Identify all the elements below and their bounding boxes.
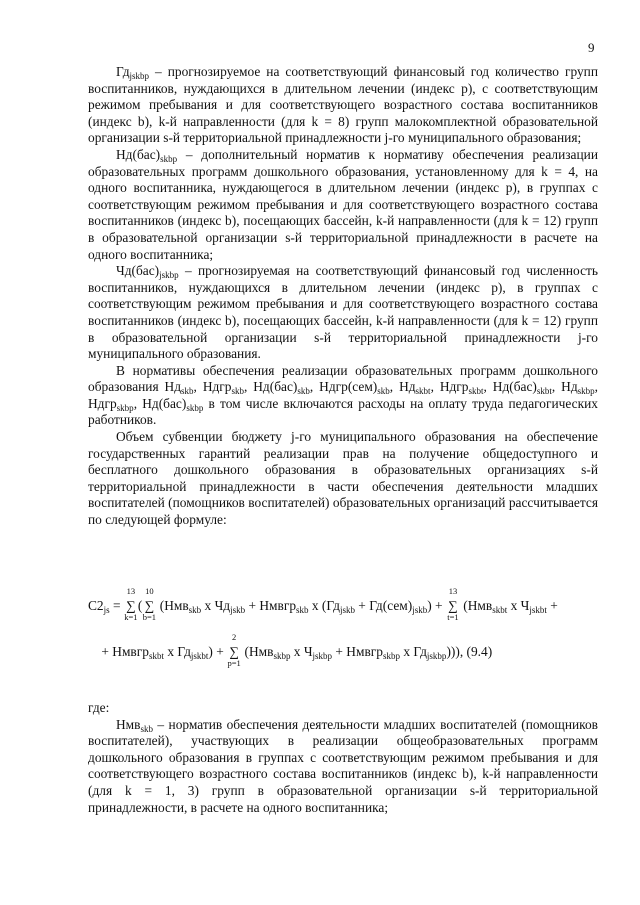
sum-upper: 10	[145, 586, 154, 596]
formula-term: (Нмв	[463, 598, 493, 613]
where-label: где:	[88, 700, 110, 715]
definition-text: – дополнительный норматив к нормативу обеспечения реализации образовательных программ дошкольного образования, установленному для k = 4, на одного воспитанника, нуждающегося в длительном лечении (индекс p), в группах с соответствующим режимом пребывания и для соответствующего возрастного состава воспитанников (индекс b), посещающих бассейн, k-й направленности (для k = 12) групп в образовательной организации s-й территориальной принадлежности в расчете на одного воспитанника;	[88, 146, 598, 262]
formula-9-4	[88, 586, 612, 690]
formula-sub: skbt	[148, 651, 164, 661]
formula-sub: skbp	[382, 651, 400, 661]
formula-term: + Нмвгр	[332, 644, 383, 659]
formula-term: +	[546, 598, 558, 613]
norm-term-sub: skbt	[415, 386, 431, 397]
norm-term: Ндгр(сем)	[319, 379, 378, 395]
norm-term-sub: skbp	[186, 402, 204, 413]
norm-term-sub: skb	[231, 386, 244, 397]
norm-term-sub: skbt	[468, 386, 484, 397]
formula-term: + Гд(сем)	[354, 598, 413, 613]
sum-upper: 2	[232, 632, 237, 642]
formula-line-2	[88, 632, 612, 690]
formula-sub: skbt	[492, 605, 508, 615]
formula-term: х Ч	[507, 598, 530, 613]
formula-term: ) +	[208, 644, 228, 659]
norm-term: Нд(бас)	[142, 395, 187, 411]
norm-term-sub: skbt	[536, 386, 552, 397]
norms-list: $Нд_{skb}$, Ндгр$_{skb}$, $Нд(бас)_{skb}$, $Ндгр(сем)_{skb}$, $Нд_{skbt}$, Ндгр$_{skbt}$, $Нд(бас)_{skbt}$, $Нд_{skbp}$, Ндгр$_{skbp}$, $Нд(бас)_{skbp}$	[88, 379, 599, 413]
norm-term: Ндгр	[88, 395, 117, 411]
formula-term: ))), (9.4)	[446, 644, 493, 659]
sum-lower: p=1	[227, 658, 241, 668]
norm-term: Нд	[164, 379, 182, 395]
norm-term: Нд(бас)	[492, 379, 537, 395]
sum-lower: k=1	[124, 612, 138, 622]
formula-sub: jskbp	[312, 651, 333, 661]
formula-sub: jskbt	[190, 651, 209, 661]
definition-text: – прогнозируемая на соответствующий финансовый год численность воспитанников, нуждающихся в длительном лечении (индекс p), в группах с соответствующим режимом пребывания и для соответствующего возрастного состава воспитанников (индекс b), посещающих бассейн, k-й направленности (для k = 12) групп в образовательной организации s-й территориальной принадлежности j-го муниципального образования.	[88, 263, 598, 362]
formula-sub: skbp	[273, 651, 291, 661]
term: Чд(бас)	[116, 263, 160, 279]
sum-symbol: ∑ 13 t=1	[447, 586, 459, 622]
norm-term: Нд	[399, 379, 416, 395]
definition-text: – прогнозируемое на соответствующий финансовый год количество групп воспитанников, нуждающихся в длительном лечении (индекс p), с соответствующим режимом пребывания и для соответствующего возрастного состава воспитанников (индекс b), k-й направленности (для k = 8) групп малокомплектной образовательной организации s-й территориальной принадлежности j-го муниципального образования;	[88, 64, 598, 146]
term-subscript: skbp	[160, 153, 178, 164]
term-subscript: skb	[140, 723, 153, 734]
term: Гд	[116, 64, 130, 79]
norm-term: Нд(бас)	[253, 379, 298, 395]
norm-term-sub: skbp	[116, 402, 134, 413]
definition-text: – норматив обеспечения деятельности младших воспитателей (помощников воспитателей), участвующих в реализации общеобразовательных программ дошкольного образования в группах с соответствующим режимом пребывания и для соответствующего возрастного состава воспитанников (индекс b), k-й направленности (для k = 1, 3) групп в образовательной организации s-й территориальной принадлежности, в расчете на одного воспитанника;	[88, 716, 598, 815]
formula-term: х Гд	[163, 644, 191, 659]
sum-symbol: ∑ 10 b=1	[142, 586, 157, 622]
sum-symbol: ∑ 13 k=1	[124, 586, 138, 622]
definition-paragraph	[88, 64, 598, 147]
formula-term: х Ч	[290, 644, 313, 659]
term-subscript: jskbp	[159, 270, 179, 281]
formula-term: (Нмв	[244, 644, 274, 659]
formula-sub: jskb	[412, 605, 428, 615]
term: Нмв	[116, 716, 141, 732]
formula-term: ) +	[427, 598, 446, 613]
definition-paragraph	[88, 717, 598, 817]
formula-sub: jskbp	[426, 651, 447, 661]
norms-paragraph	[88, 363, 598, 429]
formula-sub: jskb	[230, 605, 246, 615]
page-number: 9	[588, 40, 595, 55]
formula-lhs-sub: js	[103, 605, 110, 615]
norm-term-sub: skbp	[577, 386, 595, 397]
formula-line-1: $С2_{js}$ = ∑ 13 k=1 ( ∑ 10 b=1 (Нмв$_{skb}$ х $Чд_{jskb}$ + Нмвгр$_{skb}$ х $(Гд_{jskb} + Гд(сем)_{jskb})$ + ∑ 13 t=1 (Нмв$_{skbt}$ х $Ч_{jskbt}$ +	[88, 586, 558, 622]
subvention-paragraph: Объем субвенции бюджету j-го муниципального образования на обеспечение государственных гарантий реализации прав на получение общедоступного и бесплатного дошкольного образования в образовательных организациях s-й территориальной принадлежности в части обеспечения деятельности младших воспитателей (помощников воспитателей) образовательных организаций рассчитывается по следующей формуле:	[88, 429, 598, 528]
formula-term: (Нмв	[159, 598, 189, 613]
sum-upper: 13	[448, 586, 458, 596]
norm-term: Ндгр	[202, 379, 232, 395]
sum-symbol: ∑ 2 p=1	[227, 632, 241, 668]
term: Нд(бас)	[116, 146, 161, 162]
formula-sub: skb	[188, 605, 202, 615]
definition-paragraph	[88, 263, 598, 363]
where-block	[88, 700, 598, 816]
norm-term: Нд	[561, 379, 578, 395]
norm-term-sub: skb	[377, 386, 390, 397]
sum-upper: 13	[126, 586, 136, 596]
formula-term: + Нмвгр	[245, 598, 297, 613]
sum-lower: b=1	[142, 612, 157, 622]
formula-term: х Чд	[201, 598, 231, 613]
sum-lower: t=1	[447, 612, 459, 622]
norm-term: Ндгр	[439, 379, 469, 395]
formula-sub: jskb	[339, 605, 355, 615]
definition-paragraph	[88, 147, 598, 263]
formula-term: х (Гд	[308, 598, 340, 613]
formula-lhs: С2	[88, 598, 104, 613]
formula-term: х Гд	[399, 644, 427, 659]
formula-sub: jskbt	[529, 605, 547, 615]
term-subscript: jskbp	[129, 71, 150, 81]
definitions-block	[88, 64, 598, 529]
norms-suffix: в том числе включаются расходы на оплату труда педагогических работников.	[88, 395, 598, 428]
norm-term-sub: skb	[297, 386, 310, 397]
norm-term-sub: skb	[181, 386, 194, 397]
formula-sub: skb	[296, 605, 309, 615]
formula-term: + Нмвгр	[101, 644, 149, 659]
norms-prefix: В нормативы обеспечения реализации образовательных программ дошкольного образования	[88, 362, 598, 395]
